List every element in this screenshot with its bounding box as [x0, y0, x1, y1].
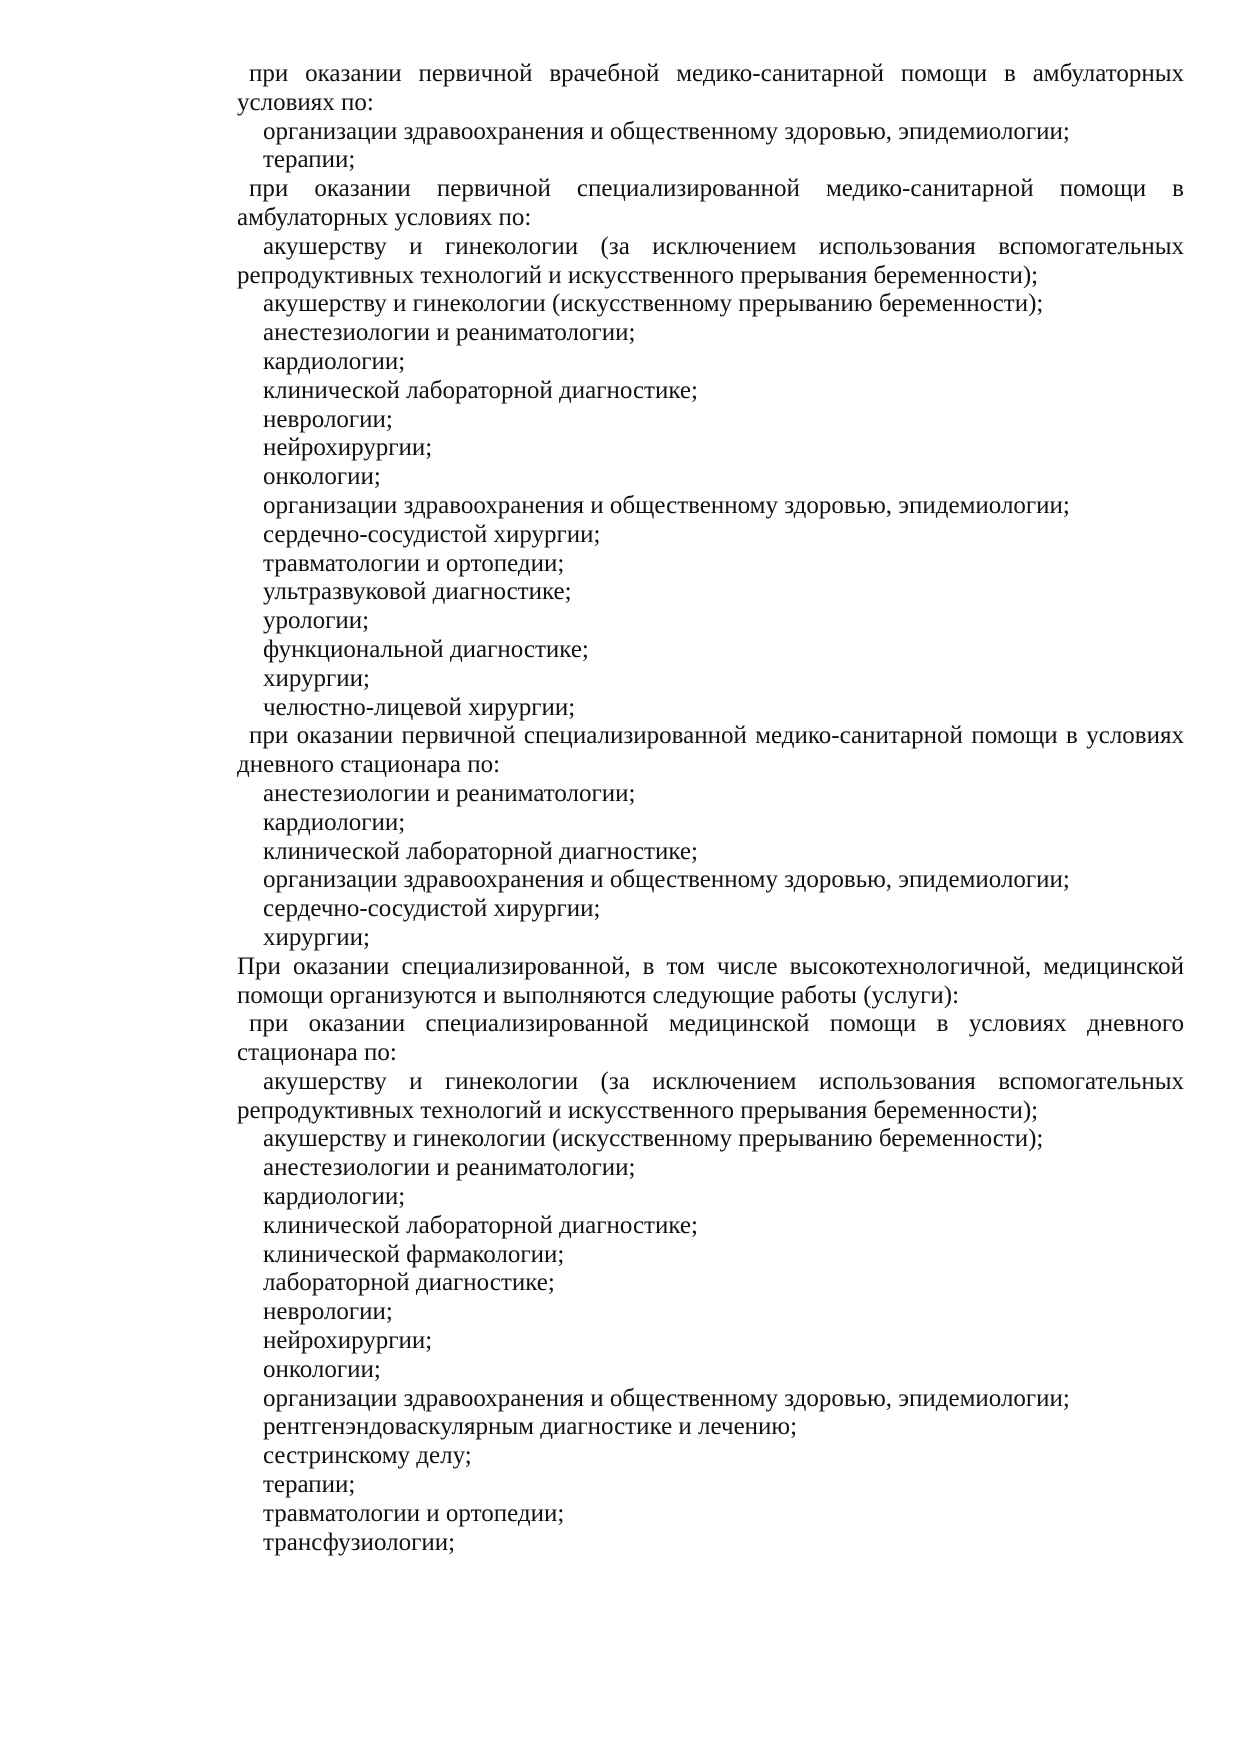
list-item: функциональной диагностике;	[263, 635, 589, 663]
paragraph: При оказании специализированной, в том числе высокотехнологичной, медицинской помощи организуются и выполняются следующие работы (услуги):	[237, 952, 1184, 1009]
list-item: нейрохирургии;	[263, 1327, 433, 1355]
list-item: акушерству и гинекологии (за исключением использования вспомогательных репродуктивных технологий и искусственного прерывания беременности);	[237, 1067, 1184, 1124]
list-item: неврологии;	[263, 1298, 393, 1326]
list-item: клинической лабораторной диагностике;	[263, 837, 698, 865]
list-item: клинической лабораторной диагностике;	[263, 376, 698, 404]
list-item: онкологии;	[263, 463, 381, 491]
list-item: хирургии;	[263, 664, 371, 692]
list-item: терапии;	[263, 1471, 356, 1499]
paragraph: при оказании первичной врачебной медико-санитарной помощи в амбулаторных условиях по:	[237, 60, 1184, 116]
list-item: хирургии;	[263, 923, 371, 951]
list-item: челюстно-лицевой хирургии;	[263, 693, 576, 721]
paragraph: при оказании специализированной медицинской помощи в условиях дневного стационара по:	[237, 1010, 1184, 1067]
list-item: урологии;	[263, 607, 370, 635]
list-item: сердечно-сосудистой хирургии;	[263, 895, 601, 923]
list-item: травматологии и ортопедии;	[263, 549, 565, 577]
paragraph: при оказании первичной специализированной медико-санитарной помощи в амбулаторных условиях по:	[237, 175, 1184, 231]
list-item: организации здравоохранения и общественному здоровью, эпидемиологии;	[263, 866, 1070, 894]
list-item: организации здравоохранения и общественному здоровью, эпидемиологии;	[263, 1384, 1070, 1412]
list-item: кардиологии;	[263, 1183, 406, 1211]
list-item: сердечно-сосудистой хирургии;	[263, 520, 601, 548]
list-item: анестезиологии и реаниматологии;	[263, 1154, 636, 1182]
list-item: кардиологии;	[263, 808, 406, 836]
list-item: анестезиологии и реаниматологии;	[263, 779, 636, 807]
list-item: ультразвуковой диагностике;	[263, 578, 572, 606]
list-item: акушерству и гинекологии (искусственному прерыванию беременности);	[263, 290, 1044, 318]
list-item: травматологии и ортопедии;	[263, 1499, 565, 1527]
list-item: клинической фармакологии;	[263, 1240, 565, 1268]
list-item: терапии;	[263, 146, 356, 174]
list-item: клинической лабораторной диагностике;	[263, 1211, 698, 1239]
list-item: акушерству и гинекологии (искусственному прерыванию беременности);	[263, 1125, 1044, 1153]
list-item: анестезиологии и реаниматологии;	[263, 319, 636, 347]
list-item: неврологии;	[263, 405, 393, 433]
list-item: организации здравоохранения и общественному здоровью, эпидемиологии;	[263, 491, 1070, 519]
paragraph: при оказании первичной специализированной медико-санитарной помощи в условиях дневного стационара по:	[237, 722, 1184, 779]
list-item: трансфузиологии;	[263, 1528, 456, 1556]
list-item: кардиологии;	[263, 347, 406, 375]
list-item: рентгенэндоваскулярным диагностике и лечению;	[263, 1413, 798, 1441]
list-item: сестринскому делу;	[263, 1442, 472, 1470]
document-page	[237, 60, 1184, 1557]
list-item: онкологии;	[263, 1355, 381, 1383]
list-item: лабораторной диагностике;	[263, 1269, 555, 1297]
list-item: организации здравоохранения и общественному здоровью, эпидемиологии;	[263, 117, 1070, 145]
list-item: нейрохирургии;	[263, 434, 433, 462]
list-item: акушерству и гинекологии (за исключением использования вспомогательных репродуктивных технологий и искусственного прерывания беременности);	[237, 232, 1184, 289]
